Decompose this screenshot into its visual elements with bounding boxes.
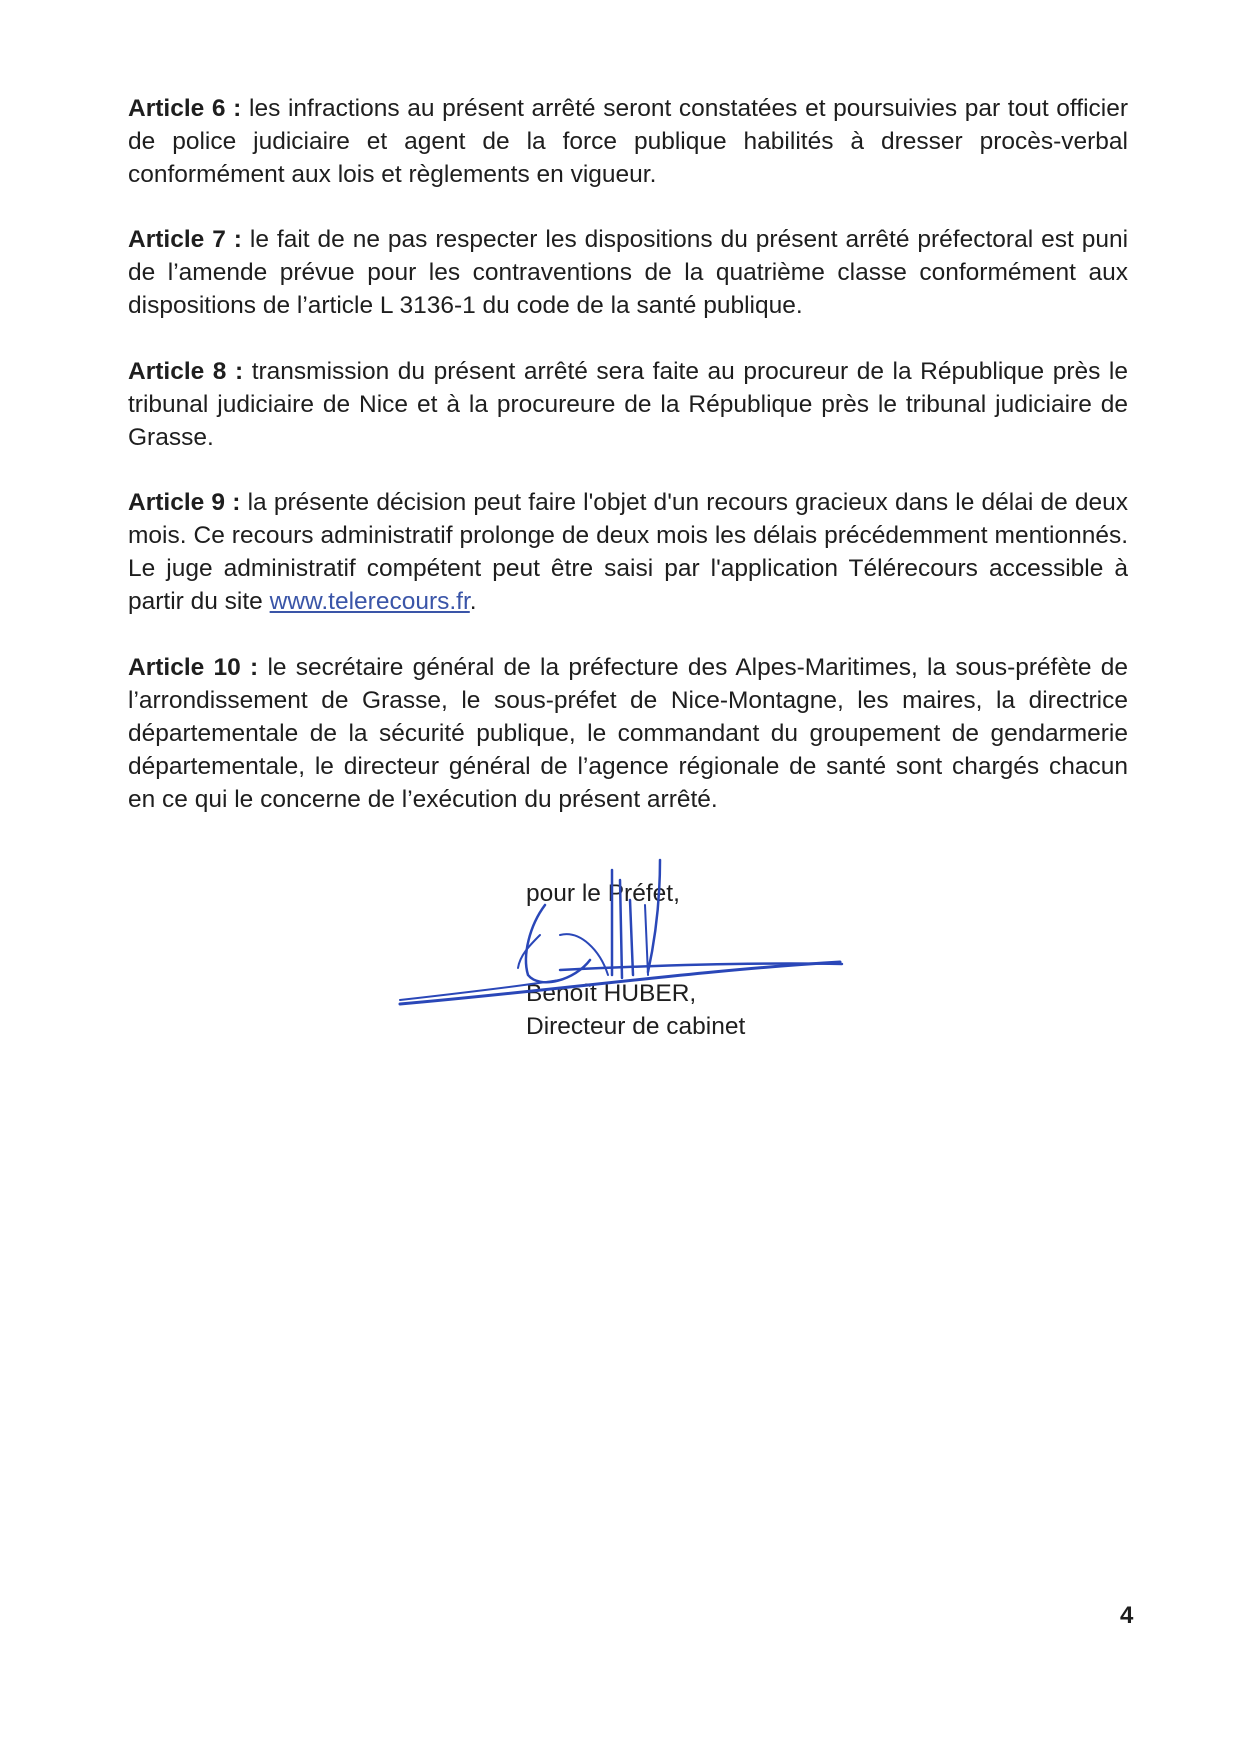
signatory-name: Benoît HUBER,	[526, 980, 697, 1007]
signatory-title: Directeur de cabinet	[526, 1013, 746, 1040]
article-6: Article 6 : les infractions au présent arrêté seront constatées et poursuivies par tout officier de police judiciaire et agent de la force publique habilités à dresser procès-verbal conformément aux lois et règlements en vigueur.	[128, 95, 1129, 188]
article-text: le secrétaire général de la préfecture des Alpes-Maritimes, la sous-préfète de l’arrondissement de Grasse, le sous-préfet de Nice-Montagne, les maires, la directrice départementale de la sécurité publique, le commandant du groupement de gendarmerie départementale, le directeur général de l’agence régionale de santé sont chargés chacun en ce qui le concerne de l’exécution du présent arrêté.	[128, 654, 1129, 813]
article-9: Article 9 : la présente décision peut faire l'objet d'un recours gracieux dans le délai de deux mois. Ce recours administratif prolonge de deux mois les délais précédemment mentionnés. Le juge administratif compétent peut être saisi par l'application Télérecours accessible à partir du site www.telerecours.fr.	[128, 489, 1129, 615]
article-text: la présente décision peut faire l'objet d'un recours gracieux dans le délai de deux mois. Ce recours administratif prolonge de deux mois les délais précédemment mentionnés. Le juge administratif compétent peut être saisi par l'application Télérecours accessible à partir du site	[128, 489, 1129, 615]
article-heading: Article 10	[128, 654, 241, 681]
article-heading: Article 8	[128, 358, 227, 385]
telerecours-link[interactable]: www.telerecours.fr	[269, 588, 470, 615]
article-text: les infractions au présent arrêté seront constatées et poursuivies par tout officier de police judiciaire et agent de la force publique habilités à dresser procès-verbal conformément aux lois et règlements en vigueur.	[128, 95, 1129, 188]
signature-pour-le-prefet: pour le Préfet,	[526, 880, 680, 907]
article-10: Article 10 : le secrétaire général de la préfecture des Alpes-Maritimes, la sous-préfète de l’arrondissement de Grasse, le sous-préfet de Nice-Montagne, les maires, la directrice départementale de la sécurité publique, le commandant du groupement de gendarmerie départementale, le directeur général de l’agence régionale de santé sont chargés chacun en ce qui le concerne de l’exécution du présent arrêté.	[128, 654, 1129, 813]
article-8: Article 8 : transmission du présent arrêté sera faite au procureur de la République près le tribunal judiciaire de Nice et à la procureure de la République près le tribunal judiciaire de Grasse.	[128, 358, 1128, 451]
article-heading: Article 9	[128, 489, 226, 516]
article-7: Article 7 : le fait de ne pas respecter les dispositions du présent arrêté préfectoral est puni de l’amende prévue pour les contraventions de la quatrième classe conformément aux dispositions de l’article L 3136-1 du code de la santé publique.	[128, 226, 1129, 319]
article-text: le fait de ne pas respecter les dispositions du présent arrêté préfectoral est puni de l’amende prévue pour les contraventions de la quatrième classe conformément aux dispositions de l’article L 3136-1 du code de la santé publique.	[128, 226, 1129, 319]
article-text: transmission du présent arrêté sera faite au procureur de la République près le tribunal judiciaire de Nice et à la procureure de la République près le tribunal judiciaire de Grasse.	[128, 358, 1128, 451]
page-number: 4	[1120, 1602, 1134, 1629]
article-heading: Article 6	[128, 95, 226, 122]
article-heading: Article 7	[128, 226, 226, 253]
